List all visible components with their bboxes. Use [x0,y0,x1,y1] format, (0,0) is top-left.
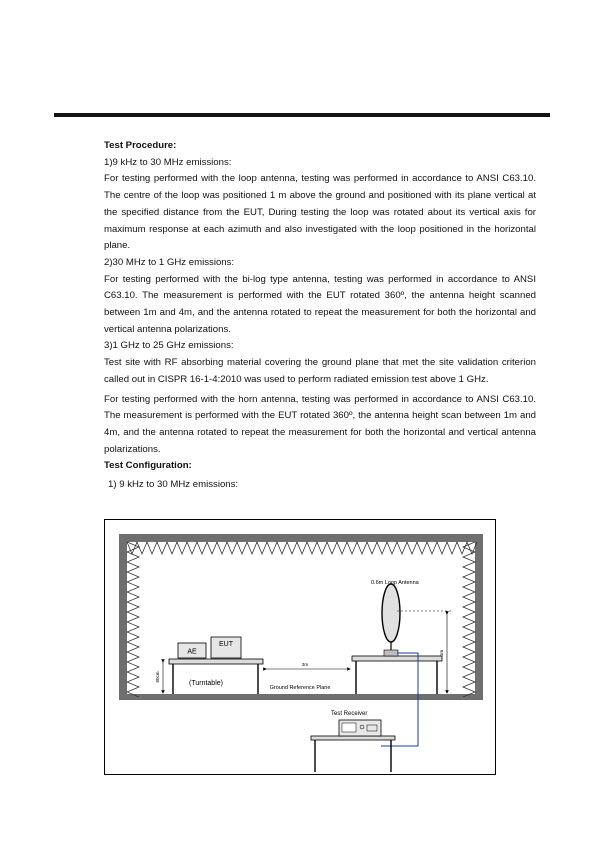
loop-antenna-label: 0.6m Loop Antenna [371,580,419,586]
section-3-paragraph-2: For testing performed with the horn antenna, testing was performed in accordance to ANSI C63.10. The measurement is performed with the EUT rotated 360º, the antenna height scan between 1m and 4m, and the antenna rotated to repeat the measurement for both the horizontal and vertical antenna polarizations. [104,393,536,455]
section-3-paragraph-1: Test site with RF absorbing material covering the ground plane that met the site validation criterion called out in CISPR 16-1-4:2010 was used to perform radiated emission test above 1 GHz. [104,357,536,385]
test-configuration-heading: Test Configuration: [104,460,192,472]
receiver-screen [342,723,356,732]
chamber-left-wall [119,534,127,698]
chamber-ceiling [119,534,483,542]
left-absorbers [127,542,139,697]
top-rule [54,113,550,117]
receiver-label: Test Receiver [331,711,368,717]
section-2-paragraph: For testing performed with the bi-log type antenna, testing was performed in accordance to ANSI C63.10. The measurement is performed with the EUT rotated 360º, the antenna height scanned between 1m and 4m, and the antenna rotated to repeat the measurement for both the horizontal and vertical antenna polarizations. [104,273,536,335]
ceiling-absorbers [127,542,477,554]
section-2-title: 2)30 MHz to 1 GHz emissions: [104,256,235,268]
section-1-title: 1)9 kHz to 30 MHz emissions: [104,156,232,168]
loop-antenna [382,584,400,642]
section-1-paragraph: For testing performed with the loop antenna, testing was performed in accordance to ANSI C63.10. The centre of the loop was positioned 1 m above the ground and positioned with its plane vertical at the specified distance from the EUT, During testing the loop was rotated about its vertical axis for maximum response at each azimuth and also investigated with the loop positioned in the horizontal plane. [104,173,536,252]
chamber-floor [119,694,483,700]
test-setup-svg [105,520,495,774]
antenna-base [384,650,398,656]
ground-plane-label: Ground Reference Plane [269,685,331,691]
test-procedure-heading: Test Procedure: [104,140,177,151]
height-1m-label: 1m [439,649,444,657]
height-80cm-label: 80cm [155,671,160,683]
configuration-item-1: 1) 9 kHz to 30 MHz emissions: [108,479,239,491]
antenna-table-top [352,656,442,661]
eut-label: EUT [219,641,233,648]
chamber-right-wall [475,534,483,698]
receiver-table-top [311,736,395,740]
document-body [104,138,536,494]
turntable-top [169,659,263,664]
right-absorbers [463,542,475,697]
distance-label: 3m [301,662,309,667]
turntable-label: (Turntable) [189,680,223,687]
section-3-title: 3)1 GHz to 25 GHz emissions: [104,340,234,352]
test-setup-diagram [104,519,496,775]
ae-label: AE [187,648,197,656]
